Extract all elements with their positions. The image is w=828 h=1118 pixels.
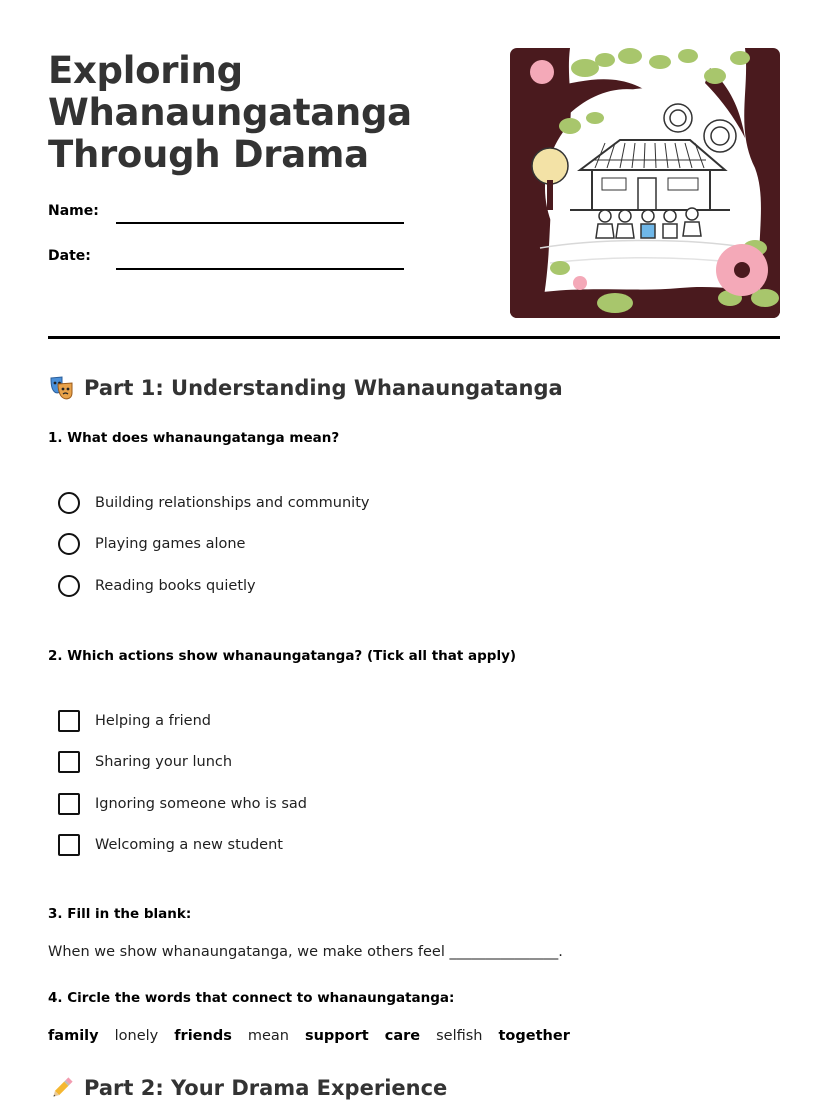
q1-option-2[interactable] xyxy=(58,533,245,555)
word-item[interactable]: together xyxy=(498,1028,570,1044)
part-2-heading xyxy=(48,1074,447,1102)
part-2-title: Part 2: Your Drama Experience xyxy=(84,1076,448,1100)
word-item[interactable]: support xyxy=(304,1028,369,1044)
option-label: Playing games alone xyxy=(95,536,246,552)
q2-option-4[interactable] xyxy=(58,834,283,856)
checkbox[interactable] xyxy=(58,751,80,773)
checkbox[interactable] xyxy=(58,710,80,732)
word-item[interactable]: lonely xyxy=(114,1028,159,1044)
title-line-1: Exploring xyxy=(48,49,243,92)
date-label: Date: xyxy=(48,248,91,264)
part-1-heading xyxy=(48,374,563,402)
part-1-title: Part 1: Understanding Whanaungatanga xyxy=(84,376,563,400)
word-item[interactable]: family xyxy=(48,1028,99,1044)
name-field[interactable] xyxy=(116,222,404,224)
pencil-icon xyxy=(48,1074,76,1102)
marae-illustration xyxy=(510,48,780,318)
title-line-3: Through Drama xyxy=(48,133,369,176)
checkbox[interactable] xyxy=(58,834,80,856)
word-item[interactable]: care xyxy=(384,1028,421,1044)
option-label: Sharing your lunch xyxy=(95,754,233,770)
checkbox[interactable] xyxy=(58,793,80,815)
q1-option-1[interactable] xyxy=(58,492,369,514)
radio-button[interactable] xyxy=(58,492,80,514)
word-item[interactable]: mean xyxy=(247,1028,289,1044)
q2-option-3[interactable] xyxy=(58,793,307,815)
question-1: 1. What does whanaungatanga mean? xyxy=(48,430,340,446)
option-label: Reading books quietly xyxy=(95,578,256,594)
title-line-2: Whanaungatanga xyxy=(48,91,412,134)
option-label: Welcoming a new student xyxy=(95,837,283,853)
fill-in-sentence[interactable]: When we show whanaungatanga, we make others feel _______________. xyxy=(48,944,563,960)
date-field[interactable] xyxy=(116,268,404,270)
word-bank xyxy=(48,1028,570,1044)
radio-button[interactable] xyxy=(58,575,80,597)
word-item[interactable]: selfish xyxy=(436,1028,483,1044)
option-label: Helping a friend xyxy=(95,713,211,729)
header-divider xyxy=(48,336,780,339)
option-label: Ignoring someone who is sad xyxy=(95,796,307,812)
radio-button[interactable] xyxy=(58,533,80,555)
q2-option-2[interactable] xyxy=(58,751,232,773)
worksheet-title xyxy=(48,50,488,176)
q1-option-3[interactable] xyxy=(58,575,256,597)
question-4: 4. Circle the words that connect to whanaungatanga: xyxy=(48,990,455,1006)
q2-option-1[interactable] xyxy=(58,710,211,732)
question-3: 3. Fill in the blank: xyxy=(48,906,192,922)
question-2: 2. Which actions show whanaungatanga? (Tick all that apply) xyxy=(48,648,517,664)
word-item[interactable]: friends xyxy=(174,1028,232,1044)
option-label: Building relationships and community xyxy=(95,495,370,511)
theatre-masks-icon xyxy=(48,374,76,402)
name-label: Name: xyxy=(48,203,99,219)
